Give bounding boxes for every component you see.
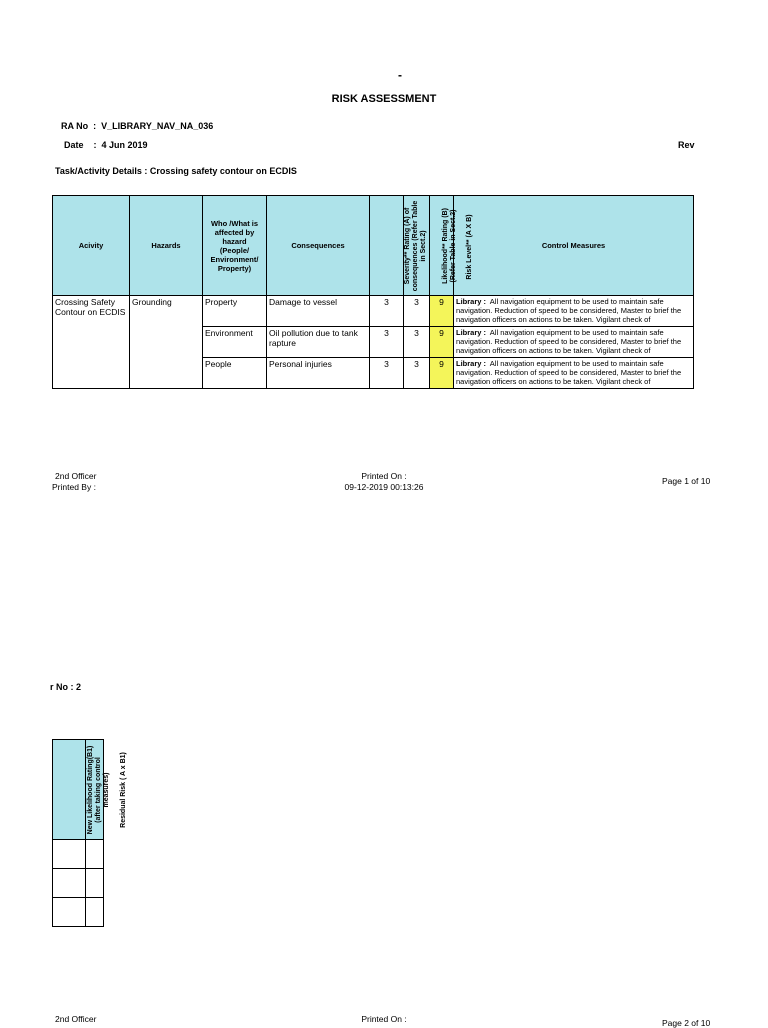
control-text: All navigation equipment to be used to maintain safe navigation. Reduction of speed to be considered, Master to brief the navigation officers on actions to be taken. Vigilant check of [456, 359, 682, 386]
footer-page-number-2: Page 2 of 10 [662, 1018, 711, 1028]
control-measures-cell [454, 358, 694, 389]
likelihood-cell: 3 [404, 358, 430, 389]
likelihood-cell: 3 [404, 327, 430, 358]
consequence-cell: Oil pollution due to tank rapture [267, 327, 370, 358]
risk-assessment-table [52, 195, 694, 389]
who-cell: People [203, 358, 267, 389]
severity-cell: 3 [370, 327, 404, 358]
risk-level-cell: 9 [430, 327, 454, 358]
control-measures-cell [454, 296, 694, 327]
header-control-measures: Control Measures [454, 196, 694, 296]
table-header-row [53, 196, 694, 296]
header-new-likelihood [53, 740, 110, 840]
severity-cell: 3 [370, 358, 404, 389]
footer-page-number: Page 1 of 10 [662, 476, 711, 486]
date-line [64, 140, 148, 150]
footer-rank-2: 2nd Officer [55, 1014, 97, 1024]
risk-level-cell: 9 [430, 358, 454, 389]
date-label: Date : [64, 140, 102, 150]
control-label: Library : [456, 297, 487, 306]
ra-no-value: V_LIBRARY_NAV_NA_036 [101, 121, 214, 131]
task-details: Task/Activity Details : Crossing safety contour on ECDIS [55, 166, 297, 176]
residual-risk-table [52, 739, 127, 927]
empty-cell [86, 898, 104, 927]
empty-cell [86, 869, 104, 898]
header-dot: - [398, 68, 402, 82]
control-text: All navigation equipment to be used to maintain safe navigation. Reduction of speed to be considered, Master to brief the navigation officers on actions to be taken. Vigilant check of [456, 328, 682, 355]
header-risk-text: Risk Level** (A X B) [466, 213, 473, 280]
who-cell: Environment [203, 327, 267, 358]
footer-printed-on: 09-12-2019 00:13:26 [344, 482, 424, 492]
header-likelihood-text: Likelihood** Rating (B) (Refer Table in Sect.2) [442, 207, 457, 284]
control-measures-cell [454, 327, 694, 358]
empty-cell [53, 869, 86, 898]
empty-cell [53, 898, 86, 927]
header-activity: Acivity [53, 196, 130, 296]
who-cell: Property [203, 296, 267, 327]
severity-cell: 3 [370, 296, 404, 327]
header-severity-text: Severity** Rating (A) of consequences (Refer Table in Sect.2) [404, 200, 427, 291]
footer-printed-on-label: Printed On : [361, 471, 407, 481]
ra-no-label: RA No : [61, 121, 102, 131]
footer-printed-on-label-2: Printed On : [361, 1014, 407, 1024]
ra-number-line [61, 121, 213, 131]
control-label: Library : [456, 359, 487, 368]
likelihood-cell: 3 [404, 296, 430, 327]
table-row [53, 869, 104, 898]
header-residual-risk-text: Residual Risk ( A x B1) [119, 751, 127, 828]
rev-number: r No : 2 [50, 682, 82, 692]
rev-label: Rev [678, 140, 695, 150]
table-header-row [53, 740, 104, 840]
header-new-likelihood-text: New Likelihood Rating(B1) (after taking control measures) [87, 745, 110, 834]
control-text: All navigation equipment to be used to maintain safe navigation. Reduction of speed to be considered, Master to brief the navigation officers on actions to be taken. Vigilant check of [456, 297, 682, 324]
header-who [203, 196, 267, 296]
date-value: 4 Jun 2019 [101, 140, 148, 150]
header-consequences: Consequences [267, 196, 370, 296]
table-row [53, 840, 104, 869]
footer-printed-by: Printed By : [52, 482, 96, 492]
risk-level-cell: 9 [430, 296, 454, 327]
consequence-cell: Damage to vessel [267, 296, 370, 327]
activity-cell: Crossing Safety Contour on ECDIS [53, 296, 130, 389]
footer-rank: 2nd Officer [55, 471, 97, 481]
empty-cell [86, 840, 104, 869]
hazard-cell: Grounding [130, 296, 203, 389]
header-hazards: Hazards [130, 196, 203, 296]
table-row [53, 296, 694, 327]
consequence-cell: Personal injuries [267, 358, 370, 389]
header-who-text: Who /What is affected by hazard (People/ Environment/ Property) [210, 218, 259, 273]
header-severity [370, 196, 427, 296]
control-label: Library : [456, 328, 487, 337]
table-row [53, 898, 104, 927]
empty-cell [53, 840, 86, 869]
document-title: RISK ASSESSMENT [331, 93, 437, 105]
